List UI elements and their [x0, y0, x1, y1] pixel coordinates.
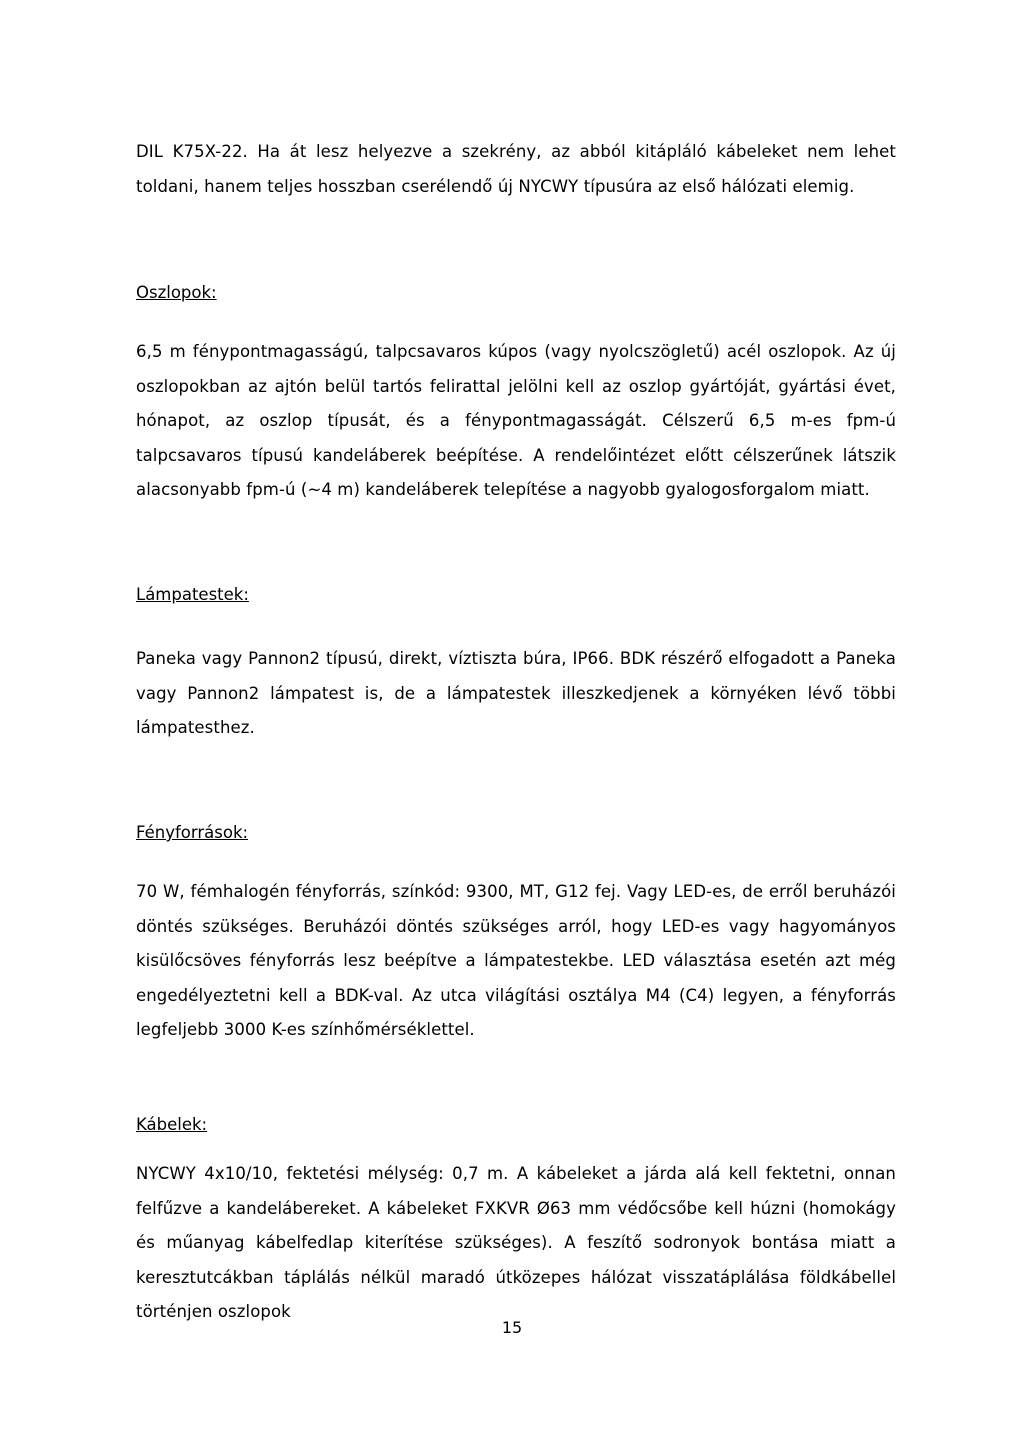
lampatestek-paragraph: Paneka vagy Pannon2 típusú, direkt, víztiszta búra, IP66. BDK részérő elfogadott a Paneka vagy Pannon2 lámpatest is, de a lámpatestek illeszkedjenek a környéken lévő többi lámpatesthez.: [136, 649, 896, 737]
page-number: 15: [501, 1318, 523, 1337]
oszlopok-paragraph: 6,5 m fénypontmagasságú, talpcsavaros kúpos (vagy nyolcszögletű) acél oszlopok. Az új oszlopokban az ajtón belül tartós felirattal jelölni kell az oszlop gyártóját, gyártási évet, hónapot, az oszlop típusát, és a fénypontmagasságát. Célszerű 6,5 m-es fpm-ú talpcsavaros típusú kandeláberek beépítése. A rendelőintézet előtt célszerűnek látszik alacsonyabb fpm-ú (~4 m) kandeláberek telepítése a nagyobb gyalogosforgalom miatt.: [136, 342, 896, 499]
intro-paragraph: DIL K75X-22. Ha át lesz helyezve a szekrény, az abból kitápláló kábeleket nem lehet toldani, hanem teljes hosszban cserélendő új NYCWY típusúra az első hálózati elemig.: [136, 142, 896, 196]
kabelek-paragraph: NYCWY 4x10/10, fektetési mélység: 0,7 m. A kábeleket a járda alá kell fektetni, onnan felfűzve a kandelábereket. A kábeleket FXKVR Ø63 mm védőcsőbe kell húzni (homokágy és műanyag kábelfedlap kiterítése szükséges). A feszítő sodronyok bontása miatt a keresztutcákban táplálás nélkül maradó útközepes hálózat visszatáplálása földkábellel történjen oszlopok: [136, 1164, 896, 1321]
fenyforrasok-paragraph: 70 W, fémhalogén fényforrás, színkód: 9300, MT, G12 fej. Vagy LED-es, de erről beruházói döntés szükséges. Beruházói döntés szükséges arról, hogy LED-es vagy hagyományos kisülőcsöves fényforrás lesz beépítve a lámpatestekbe. LED választása esetén azt még engedélyeztetni kell a BDK-val. Az utca világítási osztálya M4 (C4) legyen, a fényforrás legfeljebb 3000 K-es színhőmérséklettel.: [136, 882, 896, 1039]
heading-oszlopok: Oszlopok:: [136, 283, 217, 302]
heading-fenyforrasok: Fényforrások:: [136, 823, 249, 842]
heading-lampatestek: Lámpatestek:: [136, 585, 249, 604]
heading-kabelek: Kábelek:: [136, 1115, 208, 1134]
